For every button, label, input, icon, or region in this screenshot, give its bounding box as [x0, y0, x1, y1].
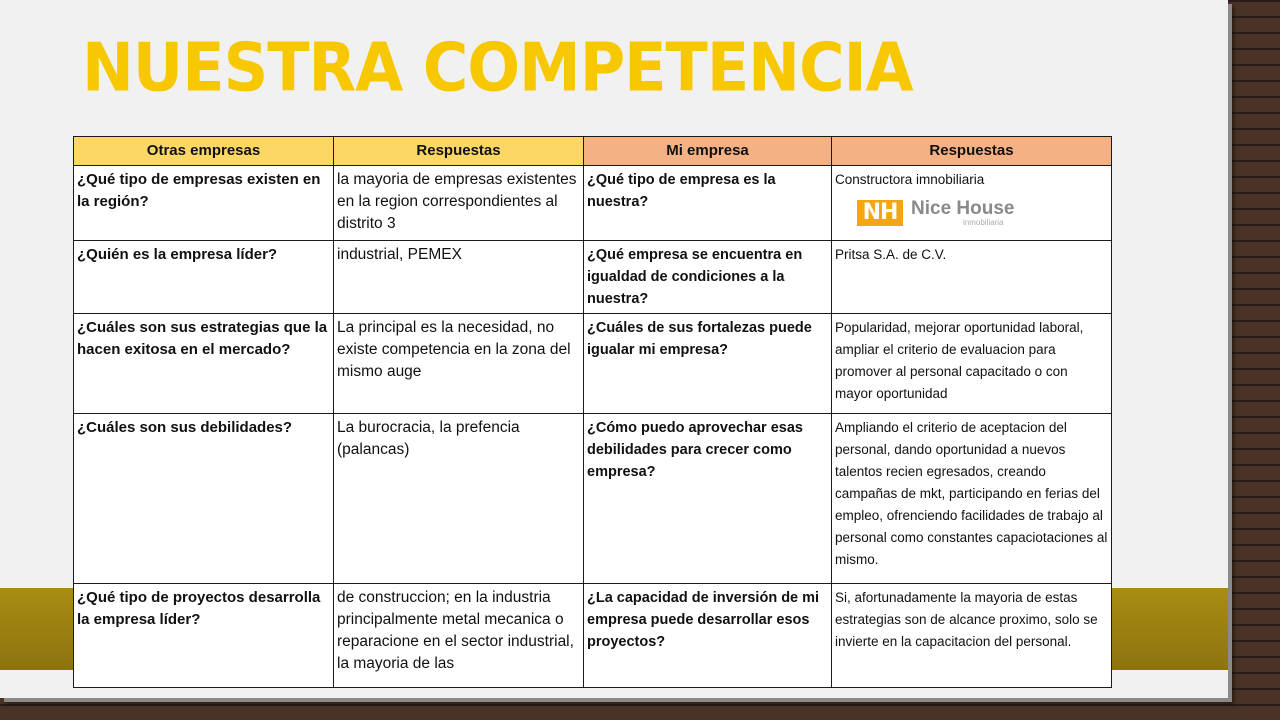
answer-mi-empresa: Pritsa S.A. de C.V.: [832, 241, 1112, 314]
table-row: [74, 314, 1112, 414]
header-respuestas-1: Respuestas: [334, 137, 584, 166]
header-mi-empresa: Mi empresa: [584, 137, 832, 166]
table-row: [74, 414, 1112, 584]
logo-text: [911, 199, 1014, 227]
answer-mi-empresa: [832, 166, 1112, 241]
question-mi-empresa: ¿Cuáles de sus fortalezas puede igualar mi empresa?: [584, 314, 832, 414]
answer-otras: La principal es la necesidad, no existe competencia en la zona del mismo auge: [334, 314, 584, 414]
header-row: [74, 137, 1112, 166]
competition-table: [73, 136, 1112, 688]
question-otras: ¿Cuáles son sus debilidades?: [74, 414, 334, 584]
question-mi-empresa: ¿La capacidad de inversión de mi empresa puede desarrollar esos proyectos?: [584, 584, 832, 688]
question-otras: ¿Qué tipo de proyectos desarrolla la empresa líder?: [74, 584, 334, 688]
answer-mi-empresa: Popularidad, mejorar oportunidad laboral, ampliar el criterio de evaluacion para promover al personal capacitado o con mayor oportunidad: [832, 314, 1112, 414]
question-otras: ¿Quién es la empresa líder?: [74, 241, 334, 314]
slide-title: NUESTRA COMPETENCIA: [82, 28, 913, 107]
logo-subtitle: inmobiliaria: [963, 218, 1004, 227]
nice-house-logo: [857, 199, 1108, 227]
header-otras-empresas: Otras empresas: [74, 137, 334, 166]
header-respuestas-2: Respuestas: [832, 137, 1112, 166]
question-otras: ¿Qué tipo de empresas existen en la región?: [74, 166, 334, 241]
answer-otras: de construccion; en la industria principalmente metal mecanica o reparacione en el sector industrial, la mayoria de las: [334, 584, 584, 688]
answer-mi-empresa: Si, afortunadamente la mayoria de estas estrategias son de alcance proximo, solo se invierte en la capacitacion del personal.: [832, 584, 1112, 688]
question-mi-empresa: ¿Qué empresa se encuentra en igualdad de condiciones a la nuestra?: [584, 241, 832, 314]
answer-otras: la mayoria de empresas existentes en la region correspondientes al distrito 3: [334, 166, 584, 241]
question-mi-empresa: ¿Cómo puedo aprovechar esas debilidades para crecer como empresa?: [584, 414, 832, 584]
table-row: [74, 166, 1112, 241]
table-row: [74, 584, 1112, 688]
logo-mark: NH: [857, 200, 903, 226]
answer-mi-empresa: Ampliando el criterio de aceptacion del personal, dando oportunidad a nuevos talentos recien egresados, creando campañas de mkt, participando en ferias del empleo, ofrenciendo facilidades de trabajo al personal como constantes capaciotaciones al mismo.: [832, 414, 1112, 584]
logo-name: Nice House: [911, 198, 1015, 219]
answer-otras: La burocracia, la prefencia (palancas): [334, 414, 584, 584]
question-otras: ¿Cuáles son sus estrategias que la hacen exitosa en el mercado?: [74, 314, 334, 414]
question-mi-empresa: ¿Qué tipo de empresa es la nuestra?: [584, 166, 832, 241]
answer-otras: industrial, PEMEX: [334, 241, 584, 314]
answer-text: Constructora imnobiliaria: [835, 172, 985, 187]
table-row: [74, 241, 1112, 314]
